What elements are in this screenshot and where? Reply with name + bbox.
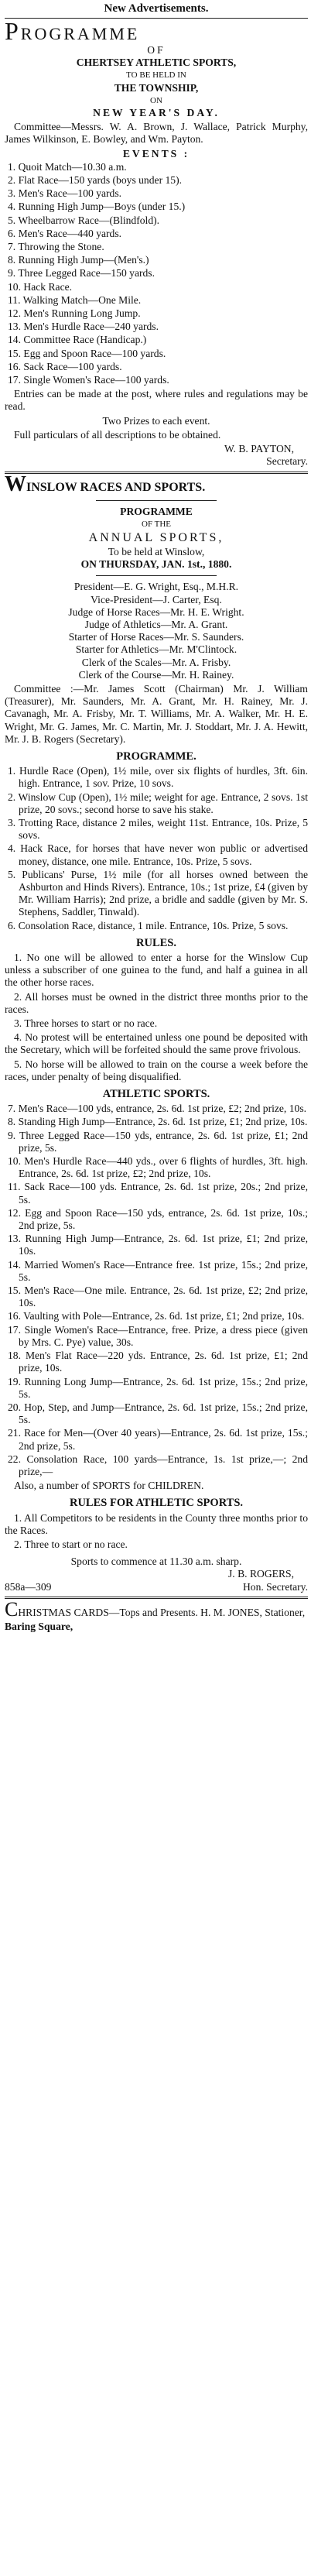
list-item: 14. Married Women's Race—Entrance free. 1st prize, 15s.; 2nd prize, 5s.: [8, 1258, 308, 1283]
signature-title: Hon. Secretary.: [242, 1580, 308, 1593]
official-line: President—E. G. Wright, Esq., M.H.R.: [73, 581, 239, 593]
official-line: Judge of Athletics—Mr. A. Grant.: [84, 618, 228, 630]
list-item: 9. Three Legged Race—150 yards.: [8, 267, 155, 280]
official-line: Clerk of the Course—Mr. H. Rainey.: [78, 668, 234, 681]
list-item: 8. Standing High Jump—Entrance, 2s. 6d. 1st prize, £1; 2nd prize, 10s.: [8, 1116, 308, 1128]
prizes-text: Two Prizes to each event.: [102, 414, 210, 427]
of-the-line: OF THE: [142, 519, 171, 529]
athletic-list: [5, 1103, 308, 1478]
rules-list: [5, 952, 308, 1083]
committee-text: Committee :—Mr. James Scott (Chairman) Mr. J. William (Treasurer), Mr. Saunders, Mr. A. Grant, Mr. H. Rainey, Mr. J. Cavanagh, Mr. A. Frisby, Mr. T. Williams, Mr. A. Walker, Mr. H. E. Wright, Mr. G. James, Mr. C. Martin, Mr. J. Stoddart, Mr. J. A. Hewitt, Mr. J. B. Rogers (Secretary).: [5, 682, 308, 745]
list-item: 7. Throwing the Stone.: [8, 241, 104, 253]
athletic-heading: ATHLETIC SPORTS.: [102, 1088, 210, 1101]
drop-cap: C: [5, 1597, 19, 1621]
list-item: 18. Men's Flat Race—220 yds. Entrance, 2s. 6d. 1st prize, £1; 2nd prize, 10s.: [8, 1350, 308, 1374]
list-item: 15. Egg and Spoon Race—100 yards.: [8, 347, 166, 359]
event-date: ON THURSDAY, JAN. 1st., 1880.: [80, 558, 232, 571]
address-line: Baring Square,: [5, 1620, 73, 1632]
signature-name: J. B. ROGERS,: [228, 1568, 294, 1580]
list-item: 4. Running High Jump—Boys (under 15.): [8, 201, 186, 213]
list-item: 5. No horse will be allowed to train on the course a week before the races, under penalty of being disqualified.: [5, 1058, 308, 1082]
official-line: Vice-President—J. Carter, Esq.: [91, 593, 222, 605]
events-list: [5, 161, 308, 386]
list-item: 17. Single Women's Race—100 yards.: [8, 374, 169, 386]
list-item: 6. Men's Race—440 yards.: [8, 227, 122, 239]
list-item: 17. Single Women's Race—Entrance, free. Prize, a dress piece (given by Mrs. C. Pye) value, 30s.: [8, 1323, 308, 1348]
commence-text: Sports to commence at 11.30 a.m. sharp.: [70, 1556, 242, 1568]
official-line: Starter of Horse Races—Mr. S. Saunders.: [68, 631, 244, 643]
list-item: 14. Committee Race (Handicap.): [8, 334, 147, 346]
ad-reference: 858a—309: [5, 1580, 52, 1593]
signature-row: [5, 1581, 308, 1593]
list-item: 10. Men's Hurdle Race—440 yds., over 6 flights of hurdles, 3ft. high. Entrance, 2s. 6d. 1st prize, £2; 2nd prize, 10s.: [8, 1155, 308, 1180]
list-item: 5. Publicans' Purse, 1½ mile (for all horses owned between the Ashburton and Hinds Rivers). Entrance, 10s.; 1st prize, £4 (given by Mr. William Harris); 2nd prize, a bridle and saddle (given by Mr. S. Stephens, Saddler, Tinwald).: [8, 868, 308, 918]
divider: [96, 575, 217, 576]
rules-heading: RULES.: [136, 936, 176, 949]
list-item: 13. Men's Hurdle Race—240 yards.: [8, 321, 159, 333]
christmas-cards-advertisement: [5, 1597, 308, 1633]
list-item: 4. No protest will be entertained unless one pound be deposited with the Secretary, which will be forfeited should the same prove frivolous.: [5, 1031, 308, 1056]
list-item: 19. Running Long Jump—Entrance, 2s. 6d. 1st prize, 15s.; 2nd prize, 5s.: [8, 1375, 308, 1400]
divider: [96, 500, 217, 501]
list-item: 21. Race for Men—(Over 40 years)—Entrance, 2s. 6d. 1st prize, 15s.; 2nd prize, 5s.: [8, 1427, 308, 1452]
drop-cap: P: [5, 17, 21, 45]
list-item: 9. Three Legged Race—150 yds, entrance, 2s. 6d. 1st prize, £1; 2nd prize, 5s.: [8, 1129, 308, 1154]
list-item: 3. Men's Race—100 yards.: [8, 187, 122, 200]
chertsey-advertisement: [5, 17, 308, 468]
location: THE TOWNSHIP,: [114, 81, 199, 94]
signature-title: Secretary.: [266, 455, 308, 468]
official-line: Clerk of the Scales—Mr. A. Frisby.: [81, 656, 231, 668]
held-in-line: TO BE HELD IN: [126, 70, 186, 81]
list-item: 6. Consolation Race, distance, 1 mile. Entrance, 10s. Prize, 5 sovs.: [8, 919, 289, 931]
list-item: 11. Walking Match—One Mile.: [8, 293, 142, 306]
list-item: 1. All Competitors to be residents in the County three months prior to the Races.: [5, 1511, 308, 1536]
list-item: 12. Egg and Spoon Race—150 yds, entrance, 2s. 6d. 1st prize, 10s.; 2nd prize, 5s.: [8, 1206, 308, 1232]
list-item: 8. Running High Jump—(Men's.): [8, 254, 149, 266]
list-item: 1. Quoit Match—10.30 a.m.: [8, 160, 127, 173]
list-item: 5. Wheelbarrow Race—(Blindfold).: [8, 214, 160, 226]
held-at-line: To be held at Winslow,: [108, 545, 205, 557]
list-item: 4. Hack Race, for horses that have never won public or advertised money, distance, one mile. Entrance, 10s. Prize, 5 sovs.: [8, 842, 308, 867]
of-line: OF: [147, 44, 166, 56]
list-item: 16. Vaulting with Pole—Entrance, 2s. 6d. 1st prize, £1; 2nd prize, 10s.: [8, 1310, 305, 1322]
entries-text: Entries can be made at the post, where rules and regulations may be read.: [5, 388, 308, 413]
list-item: 1. Hurdle Race (Open), 1½ mile, over six flights of hurdles, 3ft. 6in. high. Entrance, 1 sov. Prize, 10 sovs.: [8, 765, 308, 790]
programme-line: PROGRAMME: [120, 505, 193, 517]
list-item: 11. Sack Race—100 yds. Entrance, 2s. 6d. 1st prize, 20s.; 2nd prize, 5s.: [8, 1181, 308, 1206]
official-line: Starter for Athletics—Mr. M'Clintock.: [75, 643, 238, 656]
children-text: Also, a number of SPORTS for CHILDREN.: [14, 1480, 204, 1492]
programme-heading: PROGRAMME.: [116, 749, 197, 763]
winslow-title: WINSLOW RACES AND SPORTS.: [5, 472, 206, 496]
races-list: [5, 765, 308, 932]
list-item: 2. Flat Race—150 yards (boys under 15).: [8, 174, 183, 187]
list-item: 1. No one will be allowed to enter a horse for the Winslow Cup unless a subscriber of one guinea to the fund, and half a guinea in all the other horse races.: [5, 952, 308, 989]
section-header: New Advertisements.: [104, 2, 209, 15]
athletic-rules-heading: RULES FOR ATHLETIC SPORTS.: [69, 1497, 244, 1510]
officials-list: [5, 581, 308, 681]
programme-title: PROGRAMME: [5, 17, 140, 45]
event-date: NEW YEAR'S DAY.: [93, 107, 220, 119]
list-item: 7. Men's Race—100 yds, entrance, 2s. 6d. 1st prize, £2; 2nd prize, 10s.: [8, 1103, 307, 1115]
committee-text: Committee—Messrs. W. A. Brown, J. Wallace, Patrick Murphy, James Wilkinson, E. Bowley, and Wm. Payton.: [5, 121, 308, 146]
list-item: 2. Winslow Cup (Open), 1½ mile; weight for age. Entrance, 2 sovs. 1st prize, 20 sovs.; second horse to save his stake.: [8, 791, 308, 815]
divider: [5, 1597, 308, 1599]
list-item: 3. Trotting Race, distance 2 miles, weight 11st. Entrance, 10s. Prize, 5 sovs.: [8, 816, 308, 842]
list-item: 22. Consolation Race, 100 yards—Entrance, 1s. 1st prize,—; 2nd prize,—: [8, 1453, 308, 1477]
official-line: Judge of Horse Races—Mr. H. E. Wright.: [68, 605, 244, 618]
winslow-advertisement: [5, 472, 308, 1593]
on-line: ON: [150, 95, 162, 105]
list-item: 10. Hack Race.: [8, 280, 73, 293]
list-item: 20. Hop, Step, and Jump—Entrance, 2s. 6d. 1st prize, 15s.; 2nd prize, 5s.: [8, 1401, 308, 1426]
list-item: 16. Sack Race—100 yards.: [8, 360, 122, 372]
events-heading: EVENTS :: [122, 147, 190, 159]
christmas-text: CHRISTMAS CARDS—Tops and Presents. H. M. JONES, Stationer,: [5, 1597, 306, 1621]
event-name: CHERTSEY ATHLETIC SPORTS,: [76, 57, 237, 69]
list-item: 3. Three horses to start or no race.: [14, 1017, 158, 1030]
signature-name: W. B. PAYTON,: [224, 443, 294, 455]
list-item: 15. Men's Race—One mile. Entrance, 2s. 6d. 1st prize, £2; 2nd prize, 10s.: [8, 1285, 308, 1309]
annual-sports-line: ANNUAL SPORTS,: [88, 530, 224, 544]
list-item: 2. Three to start or no race.: [14, 1538, 128, 1550]
particulars-text: Full particulars of all descriptions to be obtained.: [14, 428, 221, 441]
divider: [5, 472, 308, 474]
list-item: 12. Men's Running Long Jump.: [8, 307, 141, 320]
list-item: 2. All horses must be owned in the district three months prior to the races.: [5, 990, 308, 1015]
drop-cap: W: [5, 472, 26, 496]
divider: [5, 18, 308, 19]
list-item: 13. Running High Jump—Entrance, 2s. 6d. 1st prize, £1; 2nd prize, 10s.: [8, 1233, 308, 1257]
